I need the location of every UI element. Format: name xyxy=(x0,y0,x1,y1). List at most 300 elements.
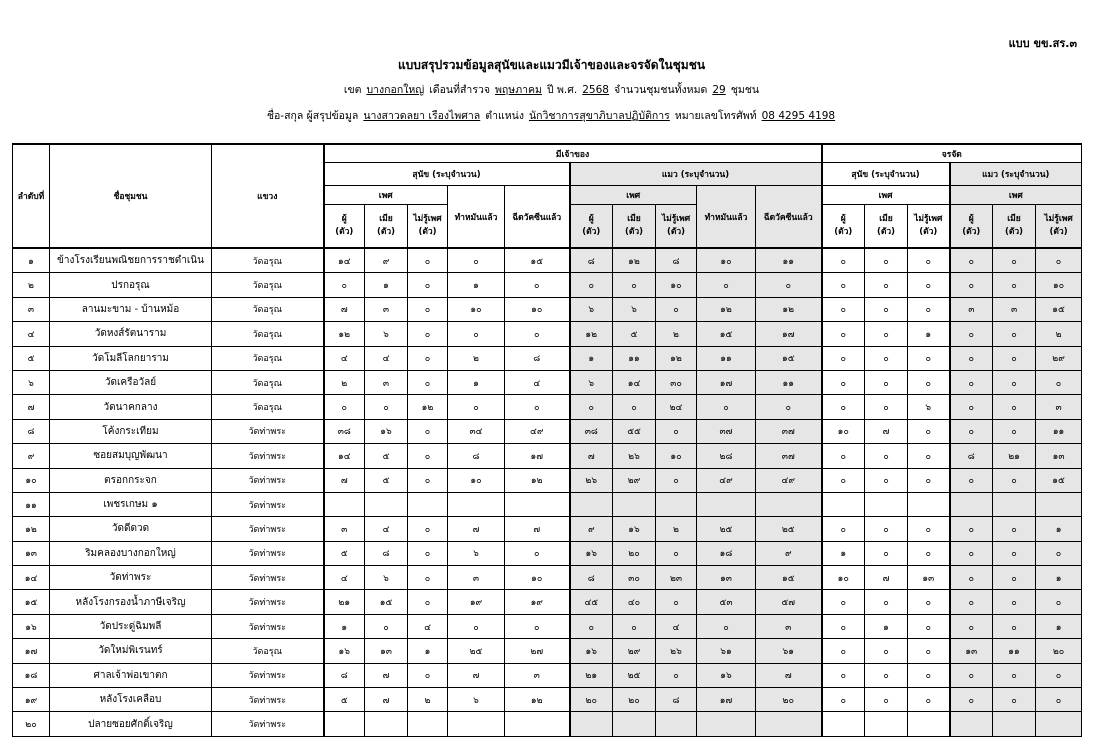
community-name: เพชรเกษม ๑ xyxy=(50,492,212,516)
count-cell: ๐ xyxy=(865,688,908,712)
count-cell: ๓ xyxy=(993,297,1036,321)
header-owned-dogs-male: ผู้ (ตัว) xyxy=(324,205,365,249)
count-cell: ๐ xyxy=(865,273,908,297)
count-cell: ๑๑ xyxy=(1036,419,1082,443)
subdistrict-name: วัดอรุณ xyxy=(212,248,324,273)
count-cell xyxy=(408,712,448,736)
header-subdistrict: แขวง xyxy=(212,144,324,248)
count-cell xyxy=(613,492,656,516)
count-cell: ๐ xyxy=(993,370,1036,394)
summarizer-info-line xyxy=(0,107,1103,124)
count-cell: ๐ xyxy=(570,614,613,638)
table-row xyxy=(13,590,1082,614)
header-stray: จรจัด xyxy=(822,144,1082,163)
count-cell: ๗ xyxy=(570,444,613,468)
row-number: ๑ xyxy=(13,248,50,273)
count-cell: ๐ xyxy=(950,566,993,590)
community-name: ริมคลองบางกอกใหญ่ xyxy=(50,541,212,565)
count-cell: ๐ xyxy=(408,248,448,273)
count-cell: ๐ xyxy=(993,541,1036,565)
row-number: ๒๐ xyxy=(13,712,50,736)
row-number: ๓ xyxy=(13,297,50,321)
count-cell: ๒๐ xyxy=(613,688,656,712)
count-cell: ๐ xyxy=(448,395,505,419)
count-cell: ๖ xyxy=(570,370,613,394)
count-cell: ๕๕ xyxy=(613,419,656,443)
count-cell: ๒๙ xyxy=(613,468,656,492)
count-cell: ๘ xyxy=(950,444,993,468)
count-cell: ๔ xyxy=(505,370,570,394)
count-cell: ๒ xyxy=(656,322,697,346)
count-cell: ๘ xyxy=(656,248,697,273)
count-cell: ๐ xyxy=(408,468,448,492)
table-row xyxy=(13,492,1082,516)
count-cell: ๐ xyxy=(908,663,950,687)
count-cell: ๐ xyxy=(408,517,448,541)
count-cell: ๔ xyxy=(365,517,408,541)
count-cell: ๘ xyxy=(448,444,505,468)
count-cell: ๐ xyxy=(993,419,1036,443)
count-cell: ๓ xyxy=(448,566,505,590)
row-number: ๑๘ xyxy=(13,663,50,687)
count-cell xyxy=(950,712,993,736)
count-cell xyxy=(865,712,908,736)
count-cell: ๐ xyxy=(324,395,365,419)
count-cell: ๐ xyxy=(1036,541,1082,565)
count-cell: ๔๐ xyxy=(613,590,656,614)
count-cell: ๑๑ xyxy=(613,346,656,370)
count-cell: ๑๙ xyxy=(448,590,505,614)
community-name: ข้างโรงเรียนพณิชยการราชดำเนิน xyxy=(50,248,212,273)
subdistrict-name: วัดท่าพระ xyxy=(212,419,324,443)
count-cell: ๐ xyxy=(993,663,1036,687)
table-row xyxy=(13,297,1082,321)
count-cell: ๗ xyxy=(324,468,365,492)
community-name: ปรกอรุณ xyxy=(50,273,212,297)
count-cell xyxy=(908,492,950,516)
table-row xyxy=(13,395,1082,419)
count-cell: ๐ xyxy=(993,346,1036,370)
header-owned-cats: แมว (ระบุจำนวน) xyxy=(570,163,822,186)
count-cell xyxy=(822,492,865,516)
header-stray-dogs-sex: เพศ xyxy=(822,186,950,205)
community-name: วัดใหม่พิเรนทร์ xyxy=(50,639,212,663)
count-cell: ๓๗ xyxy=(697,419,756,443)
count-cell xyxy=(908,712,950,736)
count-cell: ๐ xyxy=(950,395,993,419)
total-unit: ชุมชน xyxy=(730,84,760,96)
community-name: หลังโรงเคลือบ xyxy=(50,688,212,712)
count-cell: ๓๐ xyxy=(656,370,697,394)
count-cell: ๐ xyxy=(448,248,505,273)
table-row xyxy=(13,248,1082,273)
count-cell xyxy=(408,492,448,516)
count-cell: ๐ xyxy=(1036,688,1082,712)
count-cell: ๐ xyxy=(822,663,865,687)
count-cell: ๑๐ xyxy=(822,566,865,590)
count-cell: ๑๐ xyxy=(505,297,570,321)
table-row xyxy=(13,322,1082,346)
count-cell: ๑๐ xyxy=(448,297,505,321)
community-name: ศาลเจ้าพ่อเขาตก xyxy=(50,663,212,687)
count-cell: ๐ xyxy=(448,322,505,346)
count-cell: ๓๘ xyxy=(570,419,613,443)
count-cell: ๘ xyxy=(570,566,613,590)
count-cell: ๐ xyxy=(656,468,697,492)
count-cell xyxy=(822,712,865,736)
count-cell: ๒๕ xyxy=(613,663,656,687)
count-cell: ๐ xyxy=(908,590,950,614)
count-cell xyxy=(505,492,570,516)
name-label: ชื่อ-สกุล ผู้สรุปข้อมูล xyxy=(266,110,359,122)
total-label: จำนวนชุมชนทั้งหมด xyxy=(613,84,708,96)
count-cell: ๑๕ xyxy=(756,346,822,370)
count-cell: ๗ xyxy=(324,297,365,321)
count-cell: ๑๗ xyxy=(697,688,756,712)
count-cell: ๔ xyxy=(408,614,448,638)
count-cell: ๒๕ xyxy=(448,639,505,663)
name-value: นางสาวดลยา เรืองไพศาล xyxy=(363,110,481,122)
count-cell: ๑๒ xyxy=(570,322,613,346)
count-cell: ๐ xyxy=(993,614,1036,638)
row-number: ๔ xyxy=(13,322,50,346)
count-cell: ๒๖ xyxy=(613,444,656,468)
header-no: ลำดับที่ xyxy=(13,144,50,248)
count-cell: ๐ xyxy=(756,395,822,419)
header-stray-cats-female: เมีย (ตัว) xyxy=(993,205,1036,249)
row-number: ๗ xyxy=(13,395,50,419)
count-cell: ๐ xyxy=(993,517,1036,541)
count-cell: ๔ xyxy=(324,566,365,590)
count-cell: ๖ xyxy=(908,395,950,419)
count-cell: ๔๙ xyxy=(505,419,570,443)
row-number: ๑๑ xyxy=(13,492,50,516)
community-name: ตรอกกระจก xyxy=(50,468,212,492)
count-cell: ๐ xyxy=(865,468,908,492)
subdistrict-name: วัดท่าพระ xyxy=(212,712,324,736)
count-cell: ๐ xyxy=(656,419,697,443)
subdistrict-name: วัดอรุณ xyxy=(212,322,324,346)
count-cell: ๑๒ xyxy=(613,248,656,273)
count-cell: ๐ xyxy=(613,395,656,419)
count-cell: ๗ xyxy=(505,517,570,541)
count-cell: ๗ xyxy=(365,688,408,712)
count-cell: ๐ xyxy=(697,614,756,638)
count-cell: ๒๐ xyxy=(1036,639,1082,663)
count-cell: ๒๐ xyxy=(613,541,656,565)
count-cell: ๑๕ xyxy=(365,590,408,614)
subdistrict-name: วัดท่าพระ xyxy=(212,566,324,590)
count-cell: ๓ xyxy=(950,297,993,321)
count-cell: ๐ xyxy=(822,468,865,492)
count-cell: ๐ xyxy=(865,517,908,541)
count-cell: ๐ xyxy=(950,273,993,297)
count-cell: ๐ xyxy=(993,248,1036,273)
count-cell: ๑๕ xyxy=(1036,297,1082,321)
count-cell: ๐ xyxy=(656,590,697,614)
count-cell: ๐ xyxy=(822,322,865,346)
count-cell: ๓๘ xyxy=(324,419,365,443)
count-cell: ๐ xyxy=(505,322,570,346)
count-cell: ๐ xyxy=(656,663,697,687)
district-value: บางกอกใหญ่ xyxy=(366,84,425,96)
count-cell xyxy=(448,492,505,516)
count-cell: ๐ xyxy=(822,370,865,394)
count-cell: ๐ xyxy=(950,614,993,638)
community-name: วัดเครือวัลย์ xyxy=(50,370,212,394)
row-number: ๑๓ xyxy=(13,541,50,565)
row-number: ๑๖ xyxy=(13,614,50,638)
count-cell: ๐ xyxy=(950,322,993,346)
count-cell: ๑๒ xyxy=(697,297,756,321)
count-cell: ๒๕ xyxy=(756,517,822,541)
count-cell: ๐ xyxy=(822,590,865,614)
count-cell: ๐ xyxy=(505,614,570,638)
community-name: วัดท่าพระ xyxy=(50,566,212,590)
count-cell: ๓๗ xyxy=(756,444,822,468)
count-cell: ๐ xyxy=(656,297,697,321)
header-owned-dogs-unknown: ไม่รู้เพศ (ตัว) xyxy=(408,205,448,249)
count-cell: ๑๑ xyxy=(756,370,822,394)
count-cell: ๒๖ xyxy=(656,639,697,663)
count-cell: ๐ xyxy=(1036,370,1082,394)
subdistrict-name: วัดท่าพระ xyxy=(212,541,324,565)
count-cell: ๘ xyxy=(570,248,613,273)
subdistrict-name: วัดอรุณ xyxy=(212,639,324,663)
header-stray-dogs-unknown: ไม่รู้เพศ (ตัว) xyxy=(908,205,950,249)
count-cell xyxy=(365,492,408,516)
count-cell: ๑๐ xyxy=(448,468,505,492)
count-cell: ๒๑ xyxy=(570,663,613,687)
count-cell xyxy=(505,712,570,736)
count-cell: ๕๓ xyxy=(697,590,756,614)
position-value: นักวิชาการสุขาภิบาลปฏิบัติการ xyxy=(528,110,670,122)
count-cell: ๐ xyxy=(950,248,993,273)
count-cell: ๑๒ xyxy=(756,297,822,321)
subdistrict-name: วัดท่าพระ xyxy=(212,444,324,468)
count-cell: ๑๑ xyxy=(697,346,756,370)
count-cell: ๑ xyxy=(865,614,908,638)
count-cell: ๐ xyxy=(408,444,448,468)
count-cell: ๐ xyxy=(993,688,1036,712)
count-cell: ๐ xyxy=(993,468,1036,492)
table-row xyxy=(13,566,1082,590)
header-owned-cats-sterilized: ทำหมันแล้ว xyxy=(697,186,756,249)
count-cell: ๖ xyxy=(570,297,613,321)
count-cell xyxy=(570,492,613,516)
count-cell xyxy=(1036,492,1082,516)
count-cell: ๐ xyxy=(950,541,993,565)
count-cell: ๑ xyxy=(408,639,448,663)
count-cell: ๐ xyxy=(908,614,950,638)
count-cell: ๐ xyxy=(408,566,448,590)
community-name: วัดนาคกลาง xyxy=(50,395,212,419)
count-cell: ๐ xyxy=(408,590,448,614)
total-value: 29 xyxy=(712,84,726,96)
count-cell: ๔๙ xyxy=(756,468,822,492)
count-cell: ๘ xyxy=(656,688,697,712)
count-cell: ๐ xyxy=(865,541,908,565)
count-cell: ๐ xyxy=(408,322,448,346)
count-cell: ๑๘ xyxy=(697,541,756,565)
count-cell: ๑๐ xyxy=(656,273,697,297)
count-cell: ๐ xyxy=(1036,590,1082,614)
count-cell: ๒๔ xyxy=(656,395,697,419)
subdistrict-name: วัดท่าพระ xyxy=(212,468,324,492)
header-community: ชื่อชุมชน xyxy=(50,144,212,248)
count-cell: ๖ xyxy=(365,322,408,346)
count-cell xyxy=(865,492,908,516)
count-cell: ๑ xyxy=(324,614,365,638)
count-cell: ๐ xyxy=(908,468,950,492)
count-cell: ๐ xyxy=(408,541,448,565)
header-owned-cats-unknown: ไม่รู้เพศ (ตัว) xyxy=(656,205,697,249)
header-owned-cats-female: เมีย (ตัว) xyxy=(613,205,656,249)
table-row xyxy=(13,663,1082,687)
count-cell: ๐ xyxy=(993,322,1036,346)
table-row xyxy=(13,370,1082,394)
count-cell: ๑๕ xyxy=(505,248,570,273)
subdistrict-name: วัดอรุณ xyxy=(212,297,324,321)
count-cell: ๒๖ xyxy=(570,468,613,492)
count-cell xyxy=(993,492,1036,516)
count-cell: ๕ xyxy=(613,322,656,346)
row-number: ๙ xyxy=(13,444,50,468)
count-cell: ๗ xyxy=(448,517,505,541)
count-cell: ๐ xyxy=(822,517,865,541)
count-cell xyxy=(656,492,697,516)
table-row xyxy=(13,541,1082,565)
count-cell: ๑ xyxy=(570,346,613,370)
count-cell: ๐ xyxy=(408,346,448,370)
survey-info-line xyxy=(0,81,1103,98)
count-cell: ๙ xyxy=(365,248,408,273)
count-cell: ๗ xyxy=(865,566,908,590)
count-cell: ๓ xyxy=(324,517,365,541)
count-cell: ๐ xyxy=(908,346,950,370)
count-cell: ๐ xyxy=(822,248,865,273)
count-cell: ๑๓ xyxy=(908,566,950,590)
count-cell xyxy=(756,712,822,736)
count-cell: ๒๗ xyxy=(505,639,570,663)
count-cell: ๐ xyxy=(950,468,993,492)
count-cell: ๐ xyxy=(697,395,756,419)
count-cell: ๒๐ xyxy=(570,688,613,712)
count-cell: ๐ xyxy=(865,663,908,687)
table-row xyxy=(13,346,1082,370)
row-number: ๑๕ xyxy=(13,590,50,614)
count-cell: ๑๐ xyxy=(822,419,865,443)
count-cell: ๐ xyxy=(908,248,950,273)
count-cell: ๒ xyxy=(324,370,365,394)
header-stray-dogs-female: เมีย (ตัว) xyxy=(865,205,908,249)
count-cell: ๑๒ xyxy=(505,468,570,492)
count-cell: ๐ xyxy=(950,590,993,614)
community-name: วัดประดู่ฉิมพลี xyxy=(50,614,212,638)
header-owned-dogs-sex: เพศ xyxy=(324,186,448,205)
row-number: ๑๗ xyxy=(13,639,50,663)
count-cell: ๐ xyxy=(950,688,993,712)
row-number: ๑๒ xyxy=(13,517,50,541)
subdistrict-name: วัดอรุณ xyxy=(212,346,324,370)
count-cell: ๑๖ xyxy=(324,639,365,663)
count-cell xyxy=(950,492,993,516)
community-name: ปลายซอยศักดิ์เจริญ xyxy=(50,712,212,736)
count-cell: ๘ xyxy=(324,663,365,687)
position-label: ตำแหน่ง xyxy=(485,110,524,122)
count-cell: ๑ xyxy=(908,322,950,346)
count-cell: ๐ xyxy=(908,370,950,394)
count-cell xyxy=(324,492,365,516)
table-row xyxy=(13,419,1082,443)
count-cell: ๐ xyxy=(570,395,613,419)
count-cell: ๒๑ xyxy=(993,444,1036,468)
count-cell: ๐ xyxy=(993,590,1036,614)
count-cell: ๑๖ xyxy=(697,663,756,687)
count-cell: ๐ xyxy=(613,614,656,638)
count-cell: ๐ xyxy=(365,614,408,638)
count-cell: ๔ xyxy=(324,346,365,370)
count-cell: ๒ xyxy=(656,517,697,541)
count-cell: ๐ xyxy=(822,688,865,712)
count-cell: ๑ xyxy=(448,273,505,297)
count-cell: ๐ xyxy=(408,663,448,687)
count-cell: ๑๙ xyxy=(505,590,570,614)
count-cell: ๗ xyxy=(756,663,822,687)
count-cell: ๐ xyxy=(822,614,865,638)
count-cell: ๗ xyxy=(365,663,408,687)
count-cell: ๑๓ xyxy=(1036,444,1082,468)
subdistrict-name: วัดท่าพระ xyxy=(212,663,324,687)
count-cell: ๑ xyxy=(1036,517,1082,541)
count-cell: ๐ xyxy=(908,444,950,468)
community-name: วัดหงส์รัตนาราม xyxy=(50,322,212,346)
form-code: แบบ ขข.สร.๓ xyxy=(1008,37,1077,50)
count-cell: ๐ xyxy=(993,395,1036,419)
header-stray-dogs-male: ผู้ (ตัว) xyxy=(822,205,865,249)
count-cell xyxy=(448,712,505,736)
subdistrict-name: วัดท่าพระ xyxy=(212,590,324,614)
subdistrict-name: วัดอรุณ xyxy=(212,273,324,297)
header-owned-dogs-sterilized: ทำหมันแล้ว xyxy=(448,186,505,249)
row-number: ๒ xyxy=(13,273,50,297)
count-cell: ๐ xyxy=(908,273,950,297)
count-cell: ๑๒ xyxy=(656,346,697,370)
count-cell: ๑๐ xyxy=(656,444,697,468)
count-cell: ๐ xyxy=(505,541,570,565)
count-cell: ๐ xyxy=(408,297,448,321)
month-label: เดือนที่สำรวจ xyxy=(429,84,491,96)
count-cell: ๑๖ xyxy=(570,639,613,663)
header-stray-dogs: สุนัข (ระบุจำนวน) xyxy=(822,163,950,186)
summary-table xyxy=(12,143,1082,737)
count-cell: ๒๙ xyxy=(613,639,656,663)
row-number: ๑๙ xyxy=(13,688,50,712)
count-cell xyxy=(756,492,822,516)
count-cell: ๐ xyxy=(865,346,908,370)
count-cell xyxy=(993,712,1036,736)
table-row xyxy=(13,517,1082,541)
header-stray-cats-unknown: ไม่รู้เพศ (ตัว) xyxy=(1036,205,1082,249)
count-cell: ๐ xyxy=(865,590,908,614)
year-label: ปี พ.ศ. xyxy=(546,84,578,96)
count-cell: ๒ xyxy=(448,346,505,370)
count-cell: ๘ xyxy=(365,541,408,565)
header-owned-cats-male: ผู้ (ตัว) xyxy=(570,205,613,249)
count-cell: ๓๐ xyxy=(613,566,656,590)
count-cell: ๒๙ xyxy=(1036,346,1082,370)
count-cell: ๐ xyxy=(1036,663,1082,687)
